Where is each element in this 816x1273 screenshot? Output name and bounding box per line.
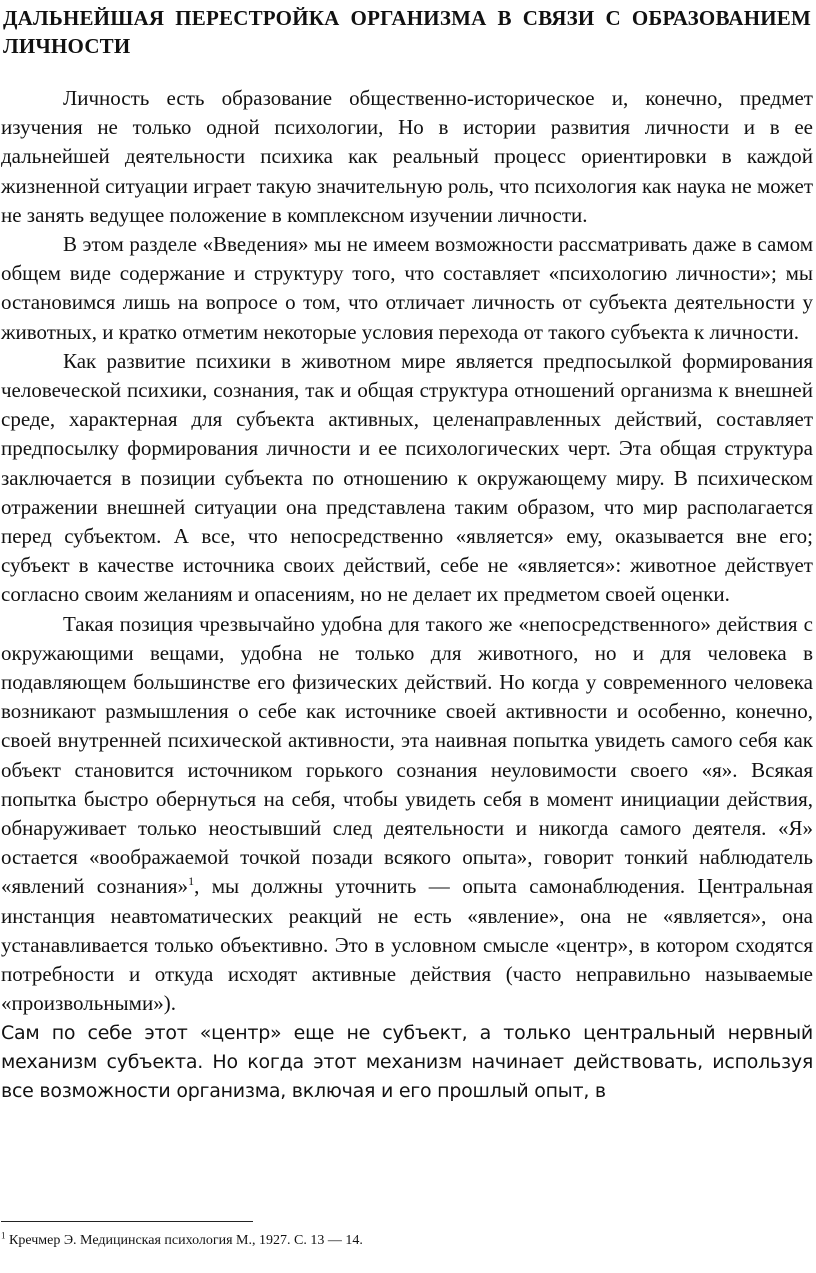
- footnote: [1, 1232, 363, 1250]
- paragraph-1: Личность есть образование общественно-историческое и, конечно, предмет изучения не только одной психологии, Но в истории развития личности и в ее дальнейшей деятельности психика как реальный процесс ориентировки в каждой жизненной ситуации играет такую значительную роль, что психология как наука не может не занять ведущее положение в комплексном изучении личности.: [1, 86, 813, 227]
- paragraph-4: [1, 610, 813, 1019]
- paragraph-2: В этом разделе «Введения» мы не имеем возможности рассматривать даже в самом общем виде содержание и структуру того, что составляет «психологию личности»; мы остановимся лишь на вопросе о том, что отличает личность от субъекта деятельности у животных, и кратко отметим некоторые условия перехода от такого субъекта к личности.: [1, 232, 813, 344]
- footnote-mark: 1: [1, 1230, 6, 1241]
- paragraph-4-text-after-note: , мы должны уточнить — опыта самонаблюдения. Центральная инстанция неавтоматических реакций не есть «явление», она не «является», она устанавливается только объективно. Это в условном смысле «центр», в котором сходятся потребности и откуда исходят активные действия (часто неправильно называемые «произвольными»).: [1, 874, 814, 1016]
- body-text: [1, 84, 813, 1106]
- footnote-text: Кречмер Э. Медицинская психология М., 1927. С. 13 — 14.: [5, 1233, 363, 1248]
- paragraph-5: Сам по себе этот «центр» еще не субъект, а только центральный нервный механизм субъекта. Но когда этот механизм начинает действовать, используя все возможности организма, включая и его прошлый опыт, в: [1, 1021, 813, 1102]
- page-title: ДАЛЬНЕЙШАЯ ПЕРЕСТРОЙКА ОРГАНИЗМА В СВЯЗИ С ОБРАЗОВАНИЕМ ЛИЧНОСТИ: [3, 6, 811, 58]
- footnote-reference: 1: [188, 874, 195, 889]
- paragraph-3: Как развитие психики в животном мире является предпосылкой формирования человеческой психики, сознания, так и общая структура отношений организма к внешней среде, характерная для субъекта активных, целенаправленных действий, составляет предпосылку формирования личности и ее психологических черт. Эта общая структура заключается в позиции субъекта по отношению к окружающему миру. В психическом отражении внешней ситуации она представлена таким образом, что мир располагается перед субъектом. А все, что непосредственно «является» ему, оказывается вне его; субъект в качестве источника своих действий, себе не «является»: животное действует согласно своим желаниям и опасениям, но не делает их предметом своей оценки.: [1, 348, 813, 607]
- paragraph-4-text-before-note: Такая позиция чрезвычайно удобна для такого же «непосредственного» действия с окружающими вещами, удобна не только для животного, но и для человека в подавляющем большинстве его физических действий. Но когда у современного человека возникают размышления о себе как источнике своей активности и особенно, конечно, своей внутренней психической активности, эта наивная попытка увидеть самого себя как объект становится источником горького сознания неуловимости своего «я». Всякая попытка быстро обернуться на себя, чтобы увидеть себя в момент инициации действия, обнаруживает только неостывший след деятельности и никогда самого деятеля. «Я» остается «воображаемой точкой позади всякого опыта», говорит тонкий наблюдатель «явлений сознания»: [1, 611, 813, 899]
- footnote-separator: [1, 1221, 253, 1222]
